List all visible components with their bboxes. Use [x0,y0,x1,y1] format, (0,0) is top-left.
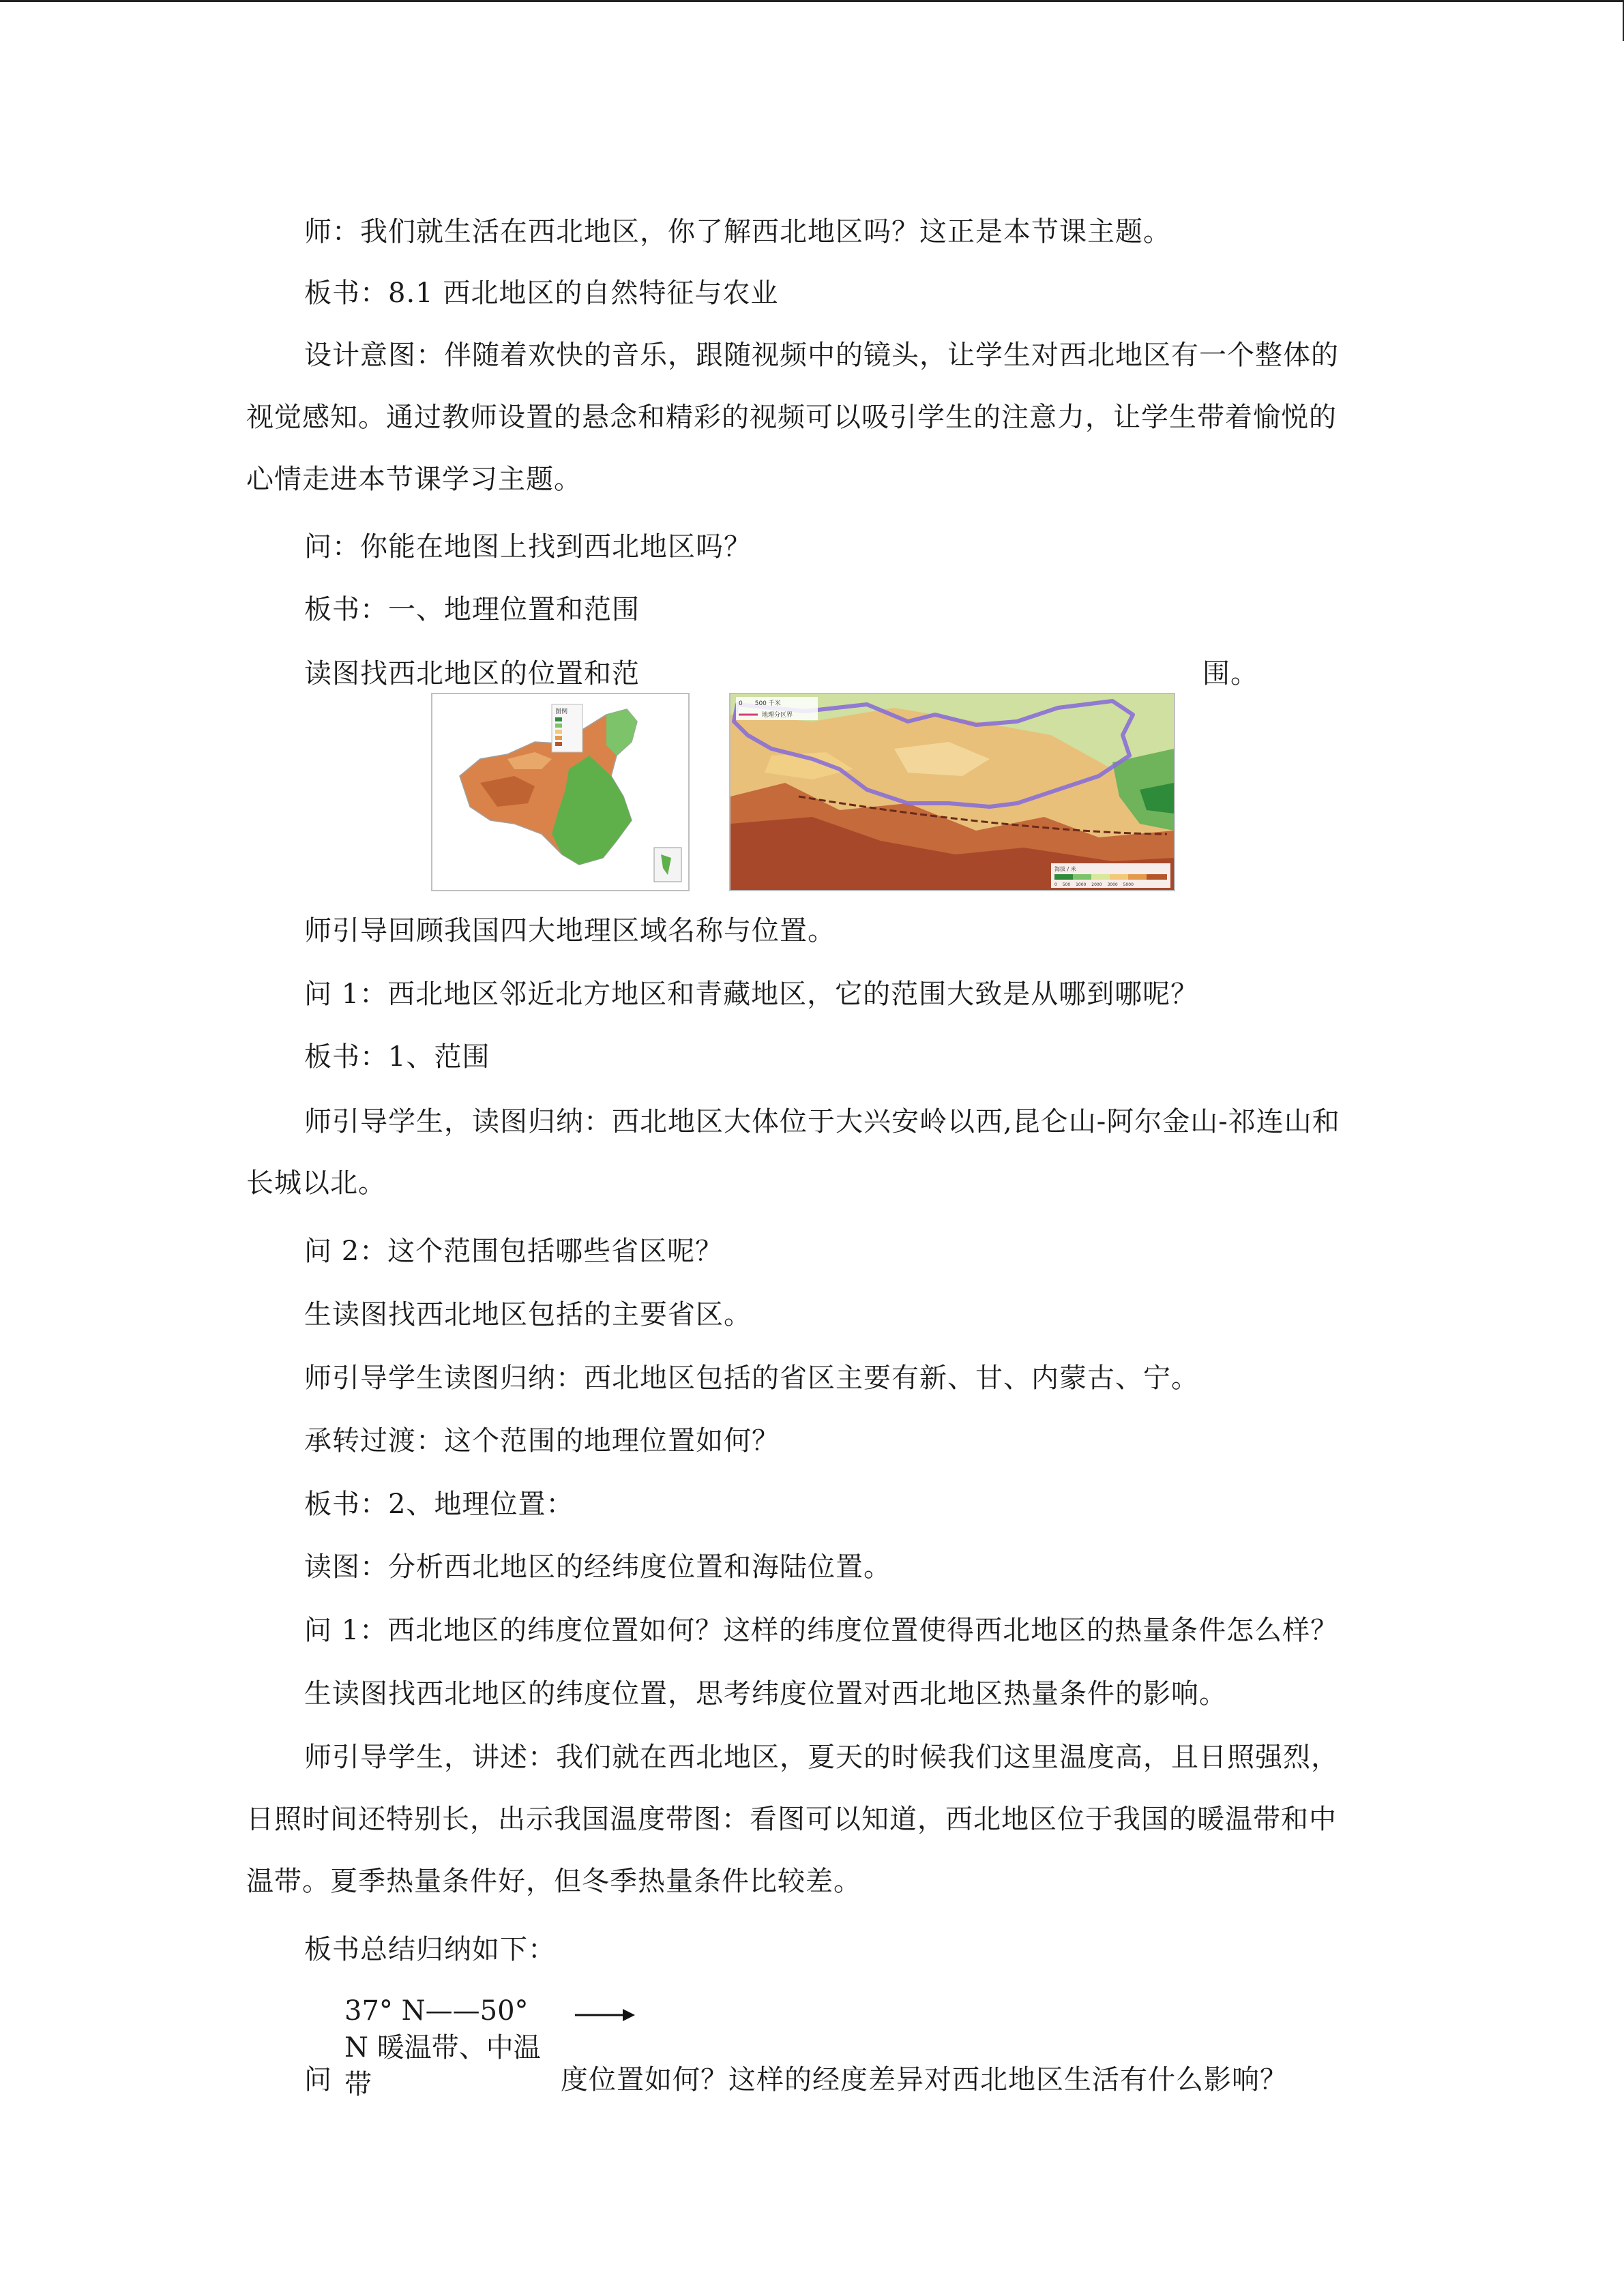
china-map-figure [431,693,690,891]
paragraph: 视觉感知。通过教师设置的悬念和精彩的视频可以吸引学生的注意力，让学生带着愉悦的 [246,402,1337,433]
arrow-right-icon [575,2007,636,2023]
paragraph: 板书：一、地理位置和范围 [304,594,640,625]
summary-line-3: 带 [344,2069,372,2100]
paragraph-end: 度位置如何？这样的经度差异对西北地区生活有什么影响？ [561,2064,1288,2096]
page-top-border [0,0,1624,2]
paragraph: 板书：8.1 西北地区的自然特征与农业 [304,278,779,309]
paragraph: 师引导学生，讲述：我们就在西北地区，夏天的时候我们这里温度高，且日照强烈， [304,1742,1339,1773]
summary-line-1: 37° N——50° [344,1995,529,2027]
paragraph: 问 2：这个范围包括哪些省区呢？ [304,1236,724,1267]
paragraph: 读图找西北地区的位置和范 [304,658,640,689]
northwest-region-map-figure [729,693,1175,891]
paragraph: 温带。夏季热量条件好，但冬季热量条件比较差。 [246,1866,861,1897]
paragraph: 板书：1、范围 [304,1041,490,1073]
paragraph: 日照时间还特别长，出示我国温度带图：看图可以知道，西北地区位于我国的暖温带和中 [246,1804,1337,1835]
china-map [432,694,688,890]
paragraph: 生读图找西北地区包括的主要省区。 [304,1299,752,1330]
paragraph: 承转过渡：这个范围的地理位置如何？ [304,1425,780,1457]
northwest-region-map [730,694,1174,890]
paragraph: 师：我们就生活在西北地区，你了解西北地区吗？这正是本节课主题。 [304,216,1171,248]
summary-line-2: N 暖温带、中温 [344,2032,541,2063]
paragraph: 设计意图：伴随着欢快的音乐，跟随视频中的镜头，让学生对西北地区有一个整体的 [304,340,1339,371]
paragraph: 读图：分析西北地区的经纬度位置和海陆位置。 [304,1551,891,1583]
paragraph: 生读图找西北地区的纬度位置，思考纬度位置对西北地区热量条件的影响。 [304,1678,1227,1710]
paragraph: 板书总结归纳如下： [304,1934,556,1965]
elevation-legend-title: 海拔 / 米 [1054,866,1076,872]
paragraph: 板书：2、地理位置： [304,1489,574,1520]
paragraph: 师引导学生，读图归纳：西北地区大体位于大兴安岭以西,昆仑山-阿尔金山-祁连山和 [304,1106,1340,1137]
paragraph: 问 1：西北地区的纬度位置如何？这样的纬度位置使得西北地区的热量条件怎么样？ [304,1615,1339,1646]
map-legend-boundary: 地理分区界 [762,712,793,719]
paragraph: 师引导回顾我国四大地理区域名称与位置。 [304,915,836,946]
map-scale: 0 500 千米 [739,700,781,707]
summary-box [344,1993,549,2115]
legend-title: 图例 [555,709,568,715]
paragraph: 心情走进本节课学习主题。 [246,464,582,495]
paragraph: 长城以北。 [246,1167,386,1199]
paragraph-continuation: 围。 [1202,658,1258,689]
elevation-legend-ticks: 0 500 1000 2000 3000 5000 [1054,882,1134,887]
paragraph: 问 1：西北地区邻近北方地区和青藏地区，它的范围大致是从哪到哪呢？ [304,979,1199,1010]
paragraph-start: 问 [304,2064,332,2096]
paragraph: 师引导学生读图归纳：西北地区包括的省区主要有新、甘、内蒙古、宁。 [304,1362,1199,1394]
paragraph: 问：你能在地图上找到西北地区吗？ [304,531,752,563]
